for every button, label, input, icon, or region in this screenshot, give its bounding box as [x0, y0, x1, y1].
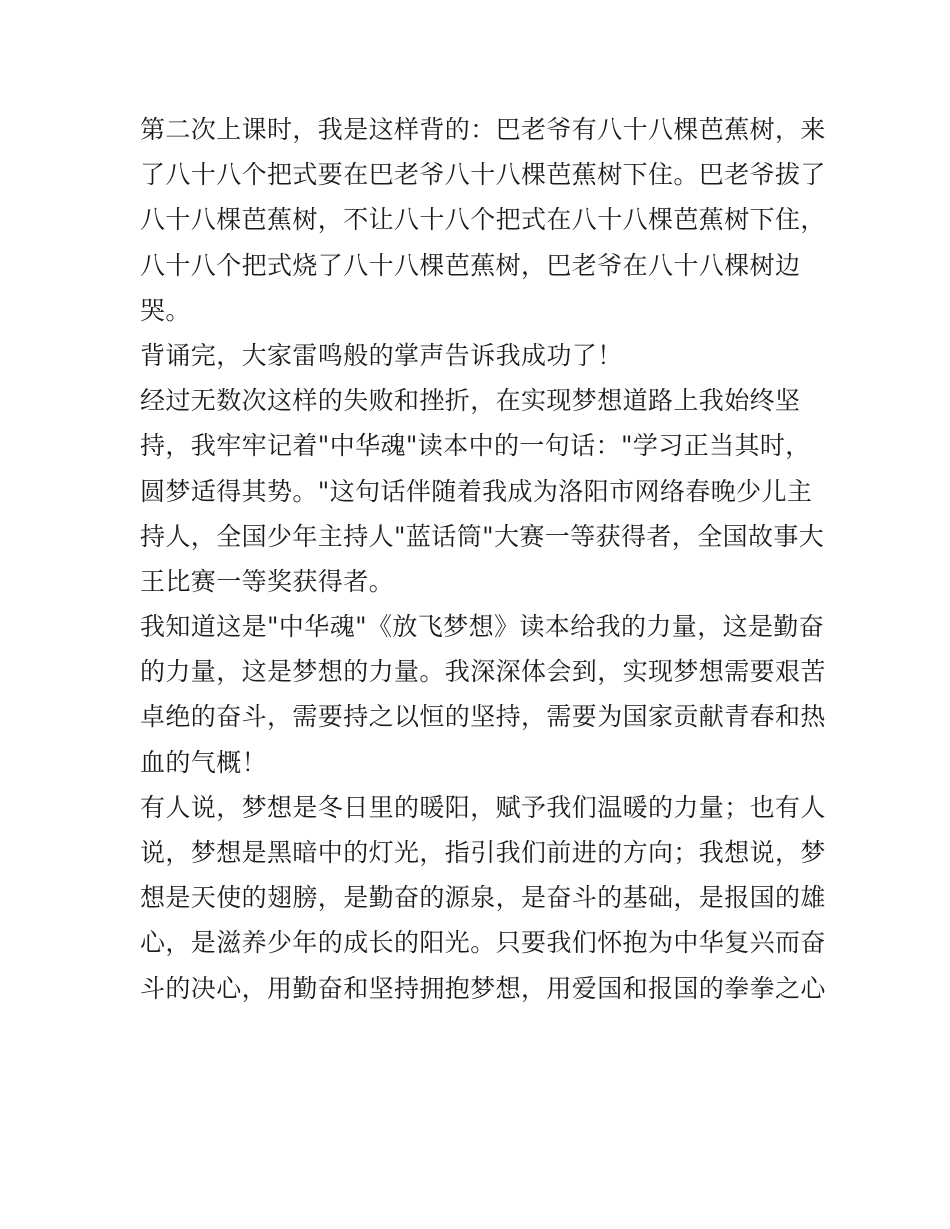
text-line: 了八十八个把式要在巴老爷八十八棵芭蕉树下住。巴老爷拔了 [140, 160, 826, 190]
text-line: 有人说，梦想是冬日里的暖阳，赋予我们温暖的力量；也有人 [140, 792, 826, 822]
text-line: 想是天使的翅膀，是勤奋的源泉，是奋斗的基础，是报国的雄 [140, 883, 826, 913]
text-line: 斗的决心，用勤奋和坚持拥抱梦想，用爱国和报国的拳拳之心 [140, 973, 826, 1003]
text-line: 八十八棵芭蕉树，不让八十八个把式在八十八棵芭蕉树下住， [140, 205, 826, 235]
text-line: 血的气概！ [140, 747, 268, 777]
text-line: 持，我牢牢记着"中华魂"读本中的一句话："学习正当其时， [140, 431, 811, 461]
text-line: 背诵完，大家雷鸣般的掌声告诉我成功了！ [140, 340, 623, 370]
text-line: 八十八个把式烧了八十八棵芭蕉树，巴老爷在八十八棵树边 [140, 250, 801, 280]
text-line: 王比赛一等奖获得者。 [140, 566, 395, 596]
text-line: 的力量，这是梦想的力量。我深深体会到，实现梦想需要艰苦 [140, 657, 826, 687]
text-line: 圆梦适得其势。"这句话伴随着我成为洛阳市网络春晚少儿主 [140, 476, 813, 506]
text-line: 经过无数次这样的失败和挫折，在实现梦想道路上我始终坚 [140, 386, 801, 416]
text-line: 卓绝的奋斗，需要持之以恒的坚持，需要为国家贡献青春和热 [140, 702, 826, 732]
document-body [140, 107, 826, 1011]
text-line: 持人，全国少年主持人"蓝话筒"大赛一等获得者，全国故事大 [140, 521, 825, 551]
text-line: 第二次上课时，我是这样背的：巴老爷有八十八棵芭蕉树，来 [140, 115, 826, 144]
text-line: 哭。 [140, 295, 191, 325]
text-line: 我知道这是"中华魂"《放飞梦想》读本给我的力量，这是勤奋 [140, 612, 825, 642]
text-line: 心，是滋养少年的成长的阳光。只要我们怀抱为中华复兴而奋 [140, 928, 826, 958]
text-line: 说，梦想是黑暗中的灯光，指引我们前进的方向；我想说，梦 [140, 838, 826, 867]
